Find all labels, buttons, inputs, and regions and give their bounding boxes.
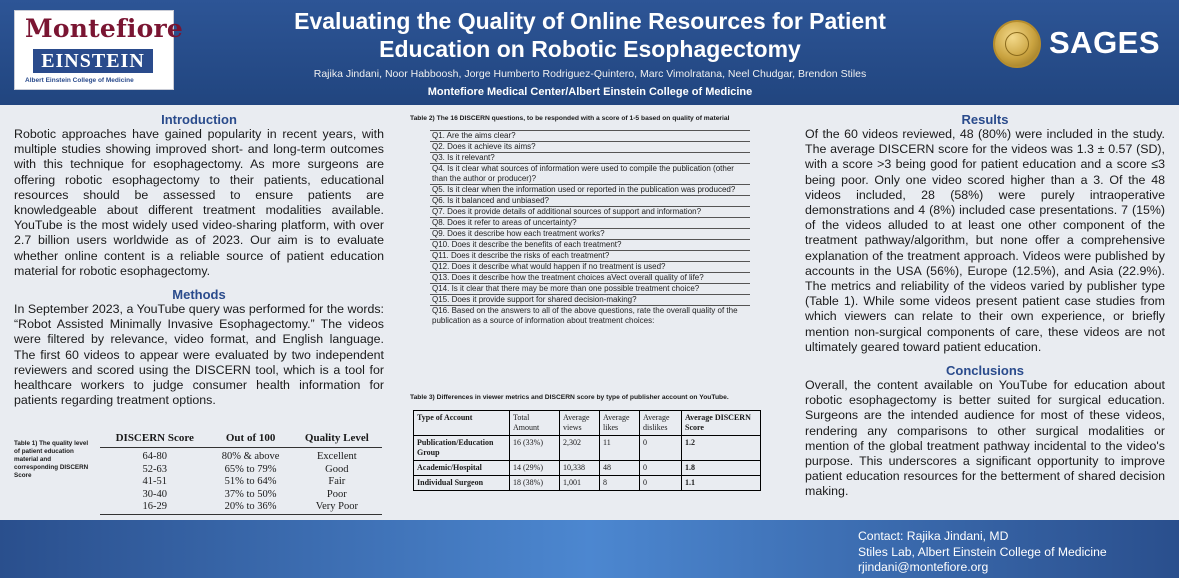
table-row [100,464,382,477]
table1-cell: Fair [328,476,346,488]
table1-header: DISCERN Score [100,432,210,448]
table1-section [14,432,384,522]
sages-logo-text: SAGES [1049,25,1161,60]
table1-cell: 51% to 64% [224,476,277,488]
table3-cell: 1,001 [560,476,600,491]
contact-affiliation: Stiles Lab, Albert Einstein College of Medicine [858,544,1107,559]
results-text: Of the 60 videos reviewed, 48 (80%) were included in the study. The average DISCERN score for the videos was 1.3 ± 0.57 (SD), with a score >3 being good for patient education and a score ≤3 being poor. Only one video scored higher than a 3. Of the 48 videos included, 28 (58%) were purely intraoperative demonstrations and 4 (8%) included case presentations. 7 (15%) of the videos alluded to at least one other component of the treatment pathway/algorithm, but none offer a comprehensive explanation of the treatment approach. Videos were published by accounts in the USA (56%), Europe (12.5%), and Asia (22.9%). The metrics and reliability of the videos varied by publisher type (Table 1). While some videos present patient case studies from which viewers can relate to their own experience, or briefly mention non-surgical components of care, these videos are not ultimately geared toward patient education. [805,127,1165,354]
table3-cell: 11 [600,436,640,461]
table3-cell: 1.8 [682,461,761,476]
conclusions-heading: Conclusions [945,363,1024,379]
table3-header: Average views [560,411,600,436]
logo-einstein-text: EINSTEIN [33,49,153,73]
author-list: Rajika Jindani, Noor Habboosh, Jorge Humberto Rodriguez-Quintero, Marc Vimolratana, Neel Chudgar, Brendon Stiles [313,68,867,80]
table-row [414,461,761,476]
list-item: Q10. Does it describe the benefits of each treatment? [430,240,750,251]
table1-cell: Excellent [317,451,357,462]
table1-cell: 65% to 79% [224,463,277,475]
table1-cell: 41-51 [142,476,168,488]
table1-cell: 52-63 [142,463,168,475]
conclusions-text: Overall, the content available on YouTube for education about robotic esophagectomy is better suited for surgical education. Surgeons are the intended audience for most of these videos, rendering any comparisons to other surgical modalities or mention of the global treatment pathway incidental to the video's purpose. This underscores a significant opportunity to improve patient education resources for the betterment of shared decision making. [805,378,1165,499]
table-row [100,501,382,514]
methods-text: In September 2023, a YouTube query was performed for the words: “Robot Assisted Minimally Invasive Esophagectomy.” The videos were filtered by relevance, video format, and English language. The first 60 videos to appear were evaluated by two independent reviewers and scored using the DISCERN tool, which is a tool for healthcare workers to judge consumer health information for patients regarding treatment options. [14,302,384,408]
table1-cell: 20% to 36% [210,501,292,514]
table1-cell: 30-40 [142,488,168,500]
methods-heading: Methods [172,287,226,303]
table3-header: Total Amount [510,411,560,436]
list-item: Q4. Is it clear what sources of information were used to compile the publication (other than the author or producer)? [430,164,750,185]
list-item: Q8. Does it refer to areas of uncertainty? [430,218,750,229]
table3-cell: 14 (29%) [510,461,560,476]
sages-logo [993,20,1173,70]
list-item: Q2. Does it achieve its aims? [430,142,750,153]
table-row [100,476,382,489]
table3-cell: 1.2 [682,436,761,461]
contact-name: Contact: Rajika Jindani, MD [858,529,1009,543]
table3-cell: 0 [640,476,682,491]
table3-cell: 10,338 [560,461,600,476]
sages-seal-icon [993,20,1041,68]
table1-cell: 16-29 [100,501,210,514]
table3-cell: 0 [640,461,682,476]
right-column [805,112,1165,500]
introduction-heading: Introduction [161,112,237,127]
contact-email[interactable]: rjindani@montefiore.org [858,560,989,575]
table3-header: Average DISCERN Score [682,411,761,436]
logo-montefiore-text: Montefiore [25,14,183,43]
table-row [100,489,382,502]
poster-header [0,0,1179,105]
list-item: Q7. Does it provide details of additional sources of support and information? [430,207,750,218]
publisher-metrics-table [413,410,761,491]
left-column [14,112,384,408]
poster-title [190,7,990,63]
list-item: Q9. Does it describe how each treatment works? [430,229,750,240]
table2-title: Table 2) The 16 DISCERN questions, to be responded with a score of 1-5 based on quality of material [410,115,730,122]
table1-caption: Table 1) The quality level of patient education material and corresponding DISCERN Score [14,440,89,479]
table3-cell: Individual Surgeon [414,476,510,491]
list-item: Q5. Is it clear when the information used or reported in the publication was produced? [430,185,750,196]
discern-quality-table [100,432,382,515]
table1-cell: 80% & above [221,451,280,462]
table3-cell: 2,302 [560,436,600,461]
table-row [100,448,382,464]
table3-cell: 48 [600,461,640,476]
list-item: Q13. Does it describe how the treatment choices aVect overall quality of life? [430,273,750,284]
introduction-text: Robotic approaches have gained popularity in recent years, with multiple studies showing improved short- and long-term outcomes with this technique for esophagectomy. As more surgeons are offering robotic esophagectomy to their patients, educational resources should be assessed to ensure patients are knowledgeable about different treatment modalities available. YouTube is the most widely used video-sharing platform, with over 2.7 billion users worldwide as of 2023. Our aim is to evaluate whether online content is a reliable source of patient education material for robotic esophagectomy. [14,127,384,278]
poster-title-line1: Evaluating the Quality of Online Resources for Patient [294,8,886,34]
table1-cell: Very Poor [292,501,382,514]
list-item: Q12. Does it describe what would happen if no treatment is used? [430,262,750,273]
contact-block [858,529,1107,576]
table3-header: Average likes [600,411,640,436]
table3-cell: Academic/Hospital [414,461,510,476]
table1-header: Quality Level [292,432,382,448]
list-item: Q11. Does it describe the risks of each treatment? [430,251,750,262]
table1-cell: Good [325,463,349,475]
table-row [414,436,761,461]
list-item: Q15. Does it provide support for shared decision-making? [430,295,750,306]
table3-header: Average dislikes [640,411,682,436]
table1-header: Out of 100 [210,432,292,448]
table3-cell: 16 (33%) [510,436,560,461]
table3-cell: 8 [600,476,640,491]
table3-header: Type of Account [414,411,510,436]
list-item: Q16. Based on the answers to all of the above questions, rate the overall quality of the publication as a source of information about treatment choices: [432,306,738,325]
discern-questions-table [430,130,750,326]
poster-title-line2: Education on Robotic Esophagectomy [379,36,801,62]
table3-cell: 0 [640,436,682,461]
institution: Montefiore Medical Center/Albert Einstein College of Medicine [427,86,753,98]
results-heading: Results [961,112,1009,127]
logo-aecom-text: Albert Einstein College of Medicine [25,77,134,84]
list-item: Q14. Is it clear that there may be more than one possible treatment choice? [430,284,750,295]
table1-cell: Poor [326,488,347,500]
table3-cell: 1.1 [682,476,761,491]
table3-title: Table 3) Differences in viewer metrics and DISCERN score by type of publisher account on YouTube. [410,394,729,401]
list-item: Q3. Is it relevant? [430,153,750,164]
table3-cell: Publication/Education Group [414,436,510,461]
table1-cell: 64-80 [142,451,168,462]
table3-cell: 18 (38%) [510,476,560,491]
list-item: Q1. Are the aims clear? [430,130,750,142]
table-row [414,476,761,491]
list-item: Q6. Is it balanced and unbiased? [430,196,750,207]
montefiore-einstein-logo [14,10,183,90]
table1-cell: 37% to 50% [224,488,277,500]
